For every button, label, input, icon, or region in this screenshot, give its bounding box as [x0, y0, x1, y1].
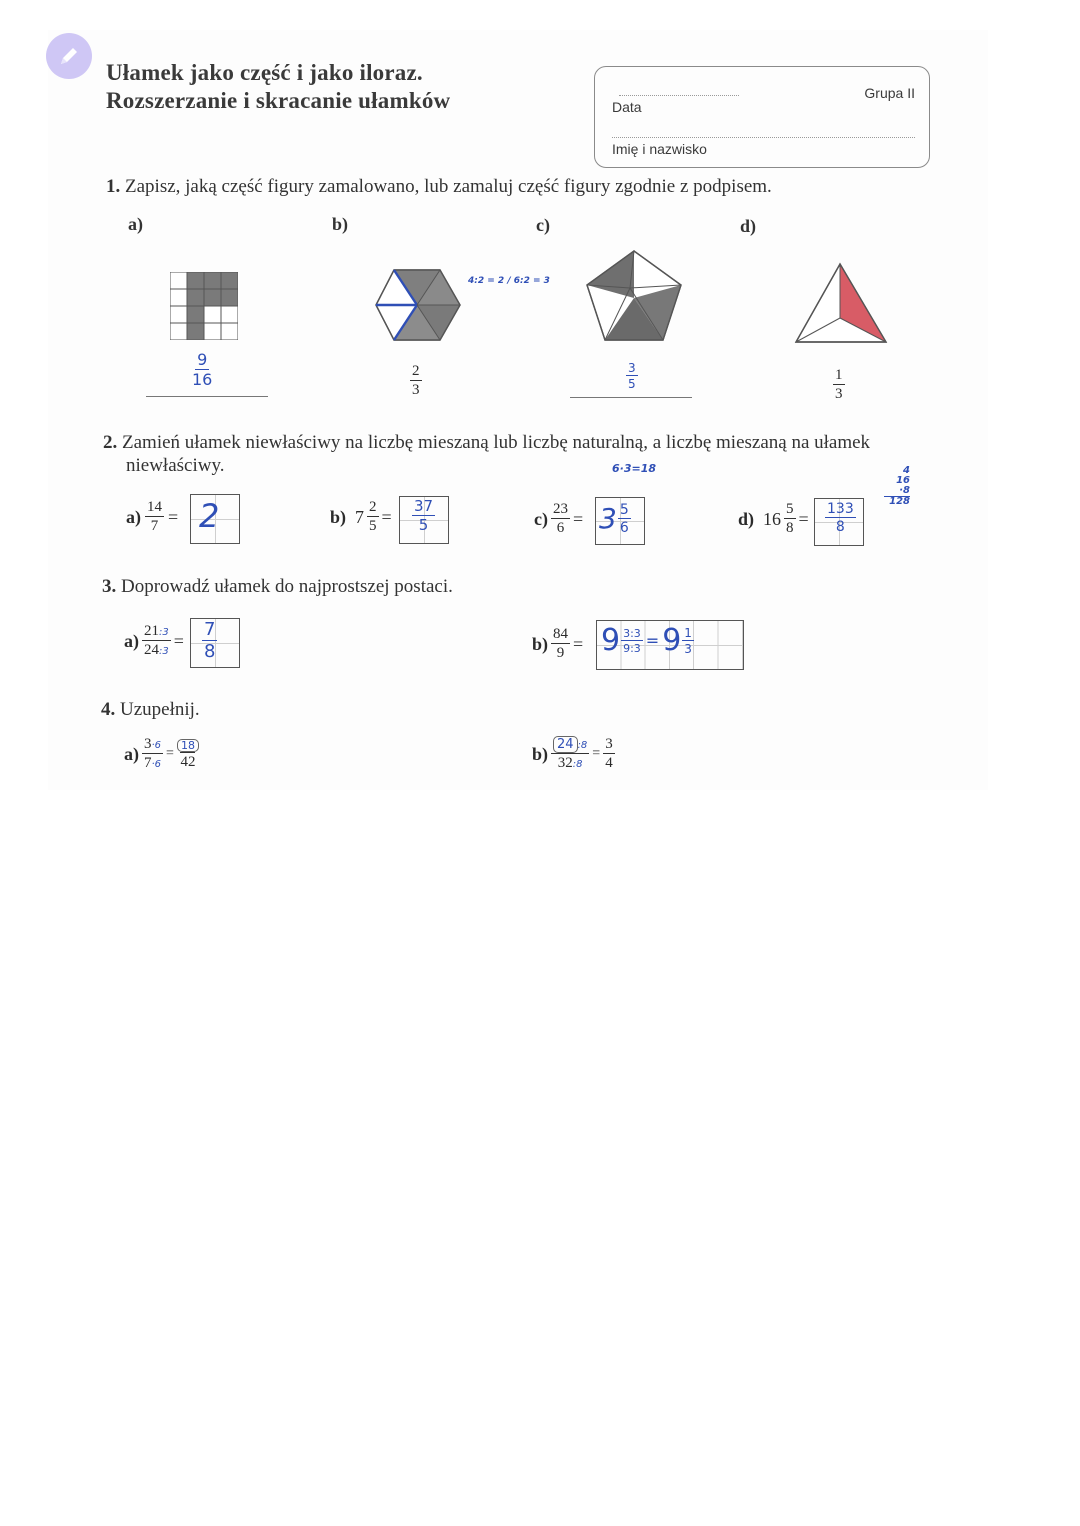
- task2-d-note-line3: ·8: [899, 485, 910, 496]
- task2-c-answer-whole: 3: [599, 502, 617, 535]
- grid-cell: [187, 289, 204, 306]
- task2-b-answer-den: 5: [418, 516, 429, 534]
- task1-c-answer-num: 3: [628, 361, 636, 375]
- task2-d-answer-box[interactable]: [814, 498, 864, 546]
- task4-a-mult-den: ·6: [151, 759, 162, 770]
- task2-d-answer-num: 133: [827, 501, 854, 517]
- task2-c-num: 23: [552, 501, 568, 517]
- task2-c-note: 6·3=18: [612, 462, 657, 475]
- task1-number: 1.: [106, 176, 121, 197]
- task3-b-answer-grid[interactable]: 9 $\frac{3:3}{9:3}$ = 9 $\frac{1}{3}$: [596, 620, 744, 670]
- grid-cell: [204, 272, 221, 289]
- task1-a-answer-line[interactable]: [146, 396, 268, 397]
- title-line-1: Ułamek jako część i jako iloraz.: [106, 60, 423, 85]
- task1-d-caption-num: 1: [835, 367, 843, 383]
- task1-b-label: b): [332, 214, 349, 234]
- task3-b-answer-whole2: 9: [662, 623, 682, 658]
- task1-c-answer-den: 5: [628, 377, 636, 391]
- grid-figure-a: [170, 272, 238, 340]
- task2-c-label: c): [534, 508, 548, 529]
- task3-a-answer-den: 8: [204, 641, 216, 662]
- task2-a: a) $\frac{14}{7}$ =: [126, 499, 179, 534]
- task2-a-num: 14: [147, 499, 162, 515]
- task1-c-answer-line[interactable]: [570, 397, 692, 398]
- task4-b: b) $\frac{24 :8}{32:8}$ = $\frac{3}{4}$: [532, 736, 613, 771]
- task2-d-den: 8: [786, 520, 794, 536]
- task1-b-caption-den: 3: [412, 382, 420, 398]
- task2-b-answer-box[interactable]: [399, 496, 449, 544]
- task2-c-den: 6: [556, 520, 565, 536]
- task4-a-label: a): [124, 743, 139, 764]
- task3-a-num: 21: [144, 623, 159, 639]
- task3-a-div-num: :3: [159, 627, 169, 638]
- task1-d-caption-den: 3: [835, 386, 843, 402]
- task4-text: Uzupełnij.: [120, 699, 200, 720]
- grid-cell: [170, 323, 187, 340]
- task4-instruction: [101, 699, 200, 721]
- task3-a: a) $\frac{21:3}{24:3}$ =: [124, 623, 184, 658]
- grid-cell: [221, 306, 238, 323]
- task4-b-num2: 3: [605, 736, 613, 752]
- task2-a-label: a): [126, 506, 141, 527]
- task2-b-whole: 7: [355, 506, 365, 527]
- task4-b-label: b): [532, 743, 549, 764]
- task1-text: Zapisz, jaką część figury zamalowano, lub zamaluj część figury zgodnie z podpisem.: [125, 176, 772, 197]
- task2-instruction: [103, 431, 870, 477]
- task2-text-line1: Zamień ułamek niewłaściwy na liczbę mieszaną lub liczbę naturalną, a liczbę mieszaną na ułamek: [122, 432, 871, 453]
- task2-d-label: d): [738, 508, 755, 529]
- task1-b-caption: [410, 364, 422, 398]
- task4-b-div-den: :8: [572, 759, 583, 770]
- task2-d-whole: 16: [763, 508, 782, 529]
- task3-b-answer-num1: 3:3: [623, 626, 641, 640]
- hexagon-figure-b: [372, 264, 464, 346]
- task4-a-mult-num: ·6: [151, 740, 162, 751]
- task4-number: 4.: [101, 699, 116, 720]
- pen-icon[interactable]: [46, 33, 92, 79]
- task2-a-answer: 2: [199, 497, 220, 535]
- grid-cell: [187, 272, 204, 289]
- task1-instruction: [106, 176, 772, 198]
- grid-cell: [221, 323, 238, 340]
- task4-a-den: 7: [144, 755, 152, 771]
- task3-instruction: [102, 576, 453, 598]
- task3-b-den: 9: [556, 645, 565, 661]
- task3-a-label: a): [124, 630, 139, 651]
- task2-d-note-line1: 4: [903, 465, 910, 476]
- pentagon-figure-c: [584, 248, 684, 344]
- grid-cell: [204, 323, 221, 340]
- task3-b-answer-whole1: 9: [601, 623, 621, 658]
- task2-d-note: [884, 466, 910, 507]
- grid-cell: [187, 306, 204, 323]
- task2-c-answer-den: 6: [619, 519, 629, 536]
- task1-a-answer-den: 16: [192, 370, 213, 389]
- student-info-box: [594, 66, 930, 168]
- task3-a-den: 24: [144, 642, 159, 658]
- task2-number: 2.: [103, 432, 118, 453]
- task1-a-answer-num: 9: [197, 350, 208, 369]
- task1-a-answer: [192, 352, 212, 388]
- task2-d-note-line4: 128: [884, 496, 910, 507]
- date-line[interactable]: [619, 95, 739, 96]
- task2-b-den: 5: [369, 518, 377, 534]
- task3-a-answer-box[interactable]: [190, 618, 240, 668]
- task1-c-label: c): [536, 215, 550, 235]
- task4-b-answer-num[interactable]: 24: [553, 736, 578, 753]
- grid-cell: [187, 323, 204, 340]
- task2-a-answer-box[interactable]: [190, 494, 240, 544]
- triangle-figure-d: [792, 260, 892, 346]
- grid-cell: [221, 272, 238, 289]
- task3-b-num: 84: [553, 626, 569, 642]
- task4-b-div-num: :8: [577, 740, 588, 751]
- task2-b-label: b): [330, 506, 347, 527]
- grid-cell: [170, 306, 187, 323]
- task2-d-answer-den: 8: [835, 519, 845, 535]
- name-label: Imię i nazwisko: [612, 141, 707, 157]
- task4-a-answer-num[interactable]: 18: [177, 739, 199, 752]
- task2-d-num: 5: [786, 501, 794, 517]
- task2-b: b) 7 $\frac{2}{5}$ =: [330, 499, 392, 534]
- page-title: [106, 59, 450, 115]
- task1-d-label: d): [740, 216, 757, 236]
- task1-b-caption-num: 2: [412, 363, 420, 379]
- task3-number: 3.: [102, 576, 117, 597]
- task4-b-den: 32: [557, 755, 573, 771]
- date-label: Data: [612, 99, 642, 115]
- task4-a: a) $\frac{3\cdot 6}{7\cdot 6}$ = $\frac{18}{42}$: [124, 737, 199, 771]
- task2-c: c) $\frac{23}{6}$ =: [534, 501, 584, 536]
- title-line-2: Rozszerzanie i skracanie ułamków: [106, 88, 451, 113]
- task2-text-line2: niewłaściwy.: [126, 455, 225, 476]
- task1-d-caption: [833, 368, 845, 402]
- task1-c-answer: [626, 362, 638, 390]
- task3-a-div-den: :3: [159, 646, 169, 657]
- task2-b-num: 2: [369, 499, 377, 515]
- group-label: Grupa II: [864, 85, 915, 101]
- task2-c-answer-num: 5: [619, 501, 629, 518]
- grid-cell: [170, 272, 187, 289]
- task2-d-note-line2: 16: [896, 475, 910, 486]
- task2-b-answer-num: 37: [414, 497, 434, 515]
- task4-a-den2: 42: [180, 753, 196, 770]
- task1-a-label: a): [128, 214, 143, 234]
- task2-c-answer-box[interactable]: [595, 497, 645, 545]
- task2-a-den: 7: [150, 518, 159, 534]
- task3-b-answer-den1: 9:3: [623, 641, 641, 655]
- task3-a-answer-num: 7: [204, 619, 216, 640]
- task3-text: Doprowadź ułamek do najprostszej postaci.: [121, 576, 453, 597]
- grid-cell: [221, 289, 238, 306]
- task1-b-note: 4:2 = 2 / 6:2 = 3: [468, 276, 550, 286]
- task3-b: b) $\frac{84}{9}$ =: [532, 626, 584, 661]
- task3-b-label: b): [532, 633, 549, 654]
- grid-cell: [170, 289, 187, 306]
- task4-b-den2: 4: [605, 755, 613, 771]
- task2-d: d) 16 $\frac{5}{8}$ =: [738, 501, 809, 536]
- grid-cell: [204, 289, 221, 306]
- task3-b-answer-den2: 3: [684, 641, 692, 656]
- name-line[interactable]: [612, 137, 915, 138]
- grid-cell: [204, 306, 221, 323]
- task3-b-answer-num2: 1: [684, 625, 692, 640]
- task4-a-num: 3: [144, 736, 152, 752]
